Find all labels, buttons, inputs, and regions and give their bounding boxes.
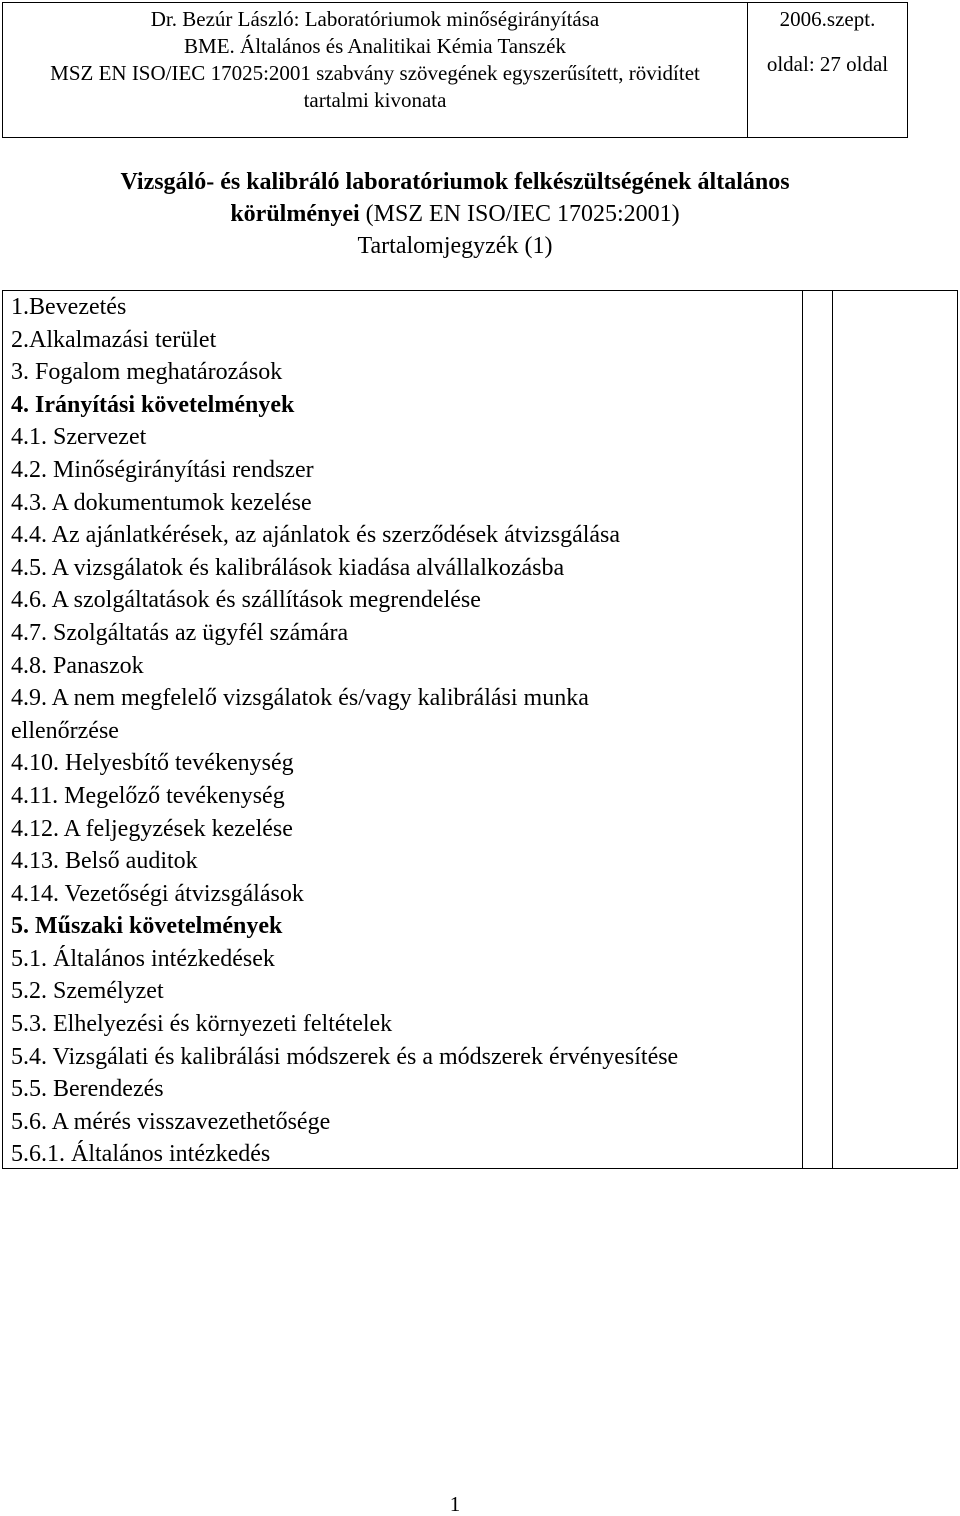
toc-entry: 4.7. Szolgáltatás az ügyfél számára — [11, 619, 349, 646]
header-line: BME. Általános és Analitikai Kémia Tanszék — [184, 34, 566, 58]
toc-entry: 4.5. A vizsgálatok és kalibrálások kiadása alvállalkozásba — [11, 554, 565, 581]
page-number: 1 — [449, 1492, 461, 1516]
header-page-count: oldal: 27 oldal — [766, 52, 889, 76]
toc-entry: 4. Irányítási követelmények — [11, 391, 295, 418]
toc-entry: 5.1. Általános intézkedések — [11, 945, 275, 972]
title-line-1: Vizsgáló- és kalibráló laboratóriumok felkészültségének általános — [120, 169, 790, 195]
toc-entry: 4.2. Minőségirányítási rendszer — [11, 456, 314, 483]
toc-list — [11, 291, 802, 1171]
toc-entry: 3. Fogalom meghatározások — [11, 359, 283, 386]
toc-entry: 4.10. Helyesbítő tevékenység — [11, 750, 294, 777]
toc-entry: 5.6.1. Általános intézkedés — [11, 1141, 271, 1168]
toc-entry: 5. Műszaki követelmények — [11, 913, 283, 940]
title-line-2 — [0, 198, 910, 230]
toc-entry: 2.Alkalmazási terület — [11, 326, 217, 353]
toc-entry: 5.2. Személyzet — [11, 978, 164, 1005]
document-title — [0, 166, 910, 262]
title-line-2-bold: körülményei — [230, 201, 360, 227]
toc-entry: 5.4. Vizsgálati és kalibrálási módszerek és a módszerek érvényesítése — [11, 1043, 679, 1070]
toc-entry: 4.8. Panaszok — [11, 652, 144, 679]
toc-entry: 4.12. A feljegyzések kezelése — [11, 815, 293, 842]
toc-entry: 4.11. Megelőző tevékenység — [11, 782, 285, 809]
toc-entry: 4.3. A dokumentumok kezelése — [11, 489, 312, 516]
toc-entry: 4.6. A szolgáltatások és szállítások megrendelése — [11, 587, 481, 614]
toc-table — [2, 290, 958, 1169]
toc-entry: 4.13. Belső auditok — [11, 848, 198, 875]
header-line: Dr. Bezúr László: Laboratóriumok minőségirányítása — [150, 7, 600, 31]
document-header — [2, 2, 908, 138]
toc-empty-column — [803, 291, 833, 1168]
toc-entry: 5.3. Elhelyezési és környezeti feltételek — [11, 1011, 393, 1038]
header-author-course — [3, 3, 748, 137]
header-line: MSZ EN ISO/IEC 17025:2001 szabvány szövegének egyszerűsített, rövidítet — [50, 61, 700, 85]
toc-entry: ellenőrzése — [11, 717, 119, 744]
toc-entry: 5.6. A mérés visszavezethetősége — [11, 1108, 331, 1135]
header-date-pages — [748, 3, 907, 137]
toc-entry: 4.14. Vezetőségi átvizsgálások — [11, 880, 304, 907]
toc-entry: 4.1. Szervezet — [11, 424, 147, 451]
header-line: tartalmi kivonata — [303, 88, 447, 112]
toc-heading: Tartalomjegyzék (1) — [357, 233, 553, 259]
toc-entry: 1.Bevezetés — [11, 294, 127, 320]
title-line-2-rest: (MSZ EN ISO/IEC 17025:2001) — [359, 201, 680, 227]
toc-notes-column — [833, 291, 957, 1168]
toc-entry: 4.4. Az ajánlatkérések, az ajánlatok és szerződések átvizsgálása — [11, 522, 621, 549]
toc-entries-column — [3, 291, 803, 1168]
header-date: 2006.szept. — [779, 7, 876, 31]
toc-entry: 4.9. A nem megfelelő vizsgálatok és/vagy kalibrálási munka — [11, 685, 589, 712]
toc-entry: 5.5. Berendezés — [11, 1076, 164, 1103]
